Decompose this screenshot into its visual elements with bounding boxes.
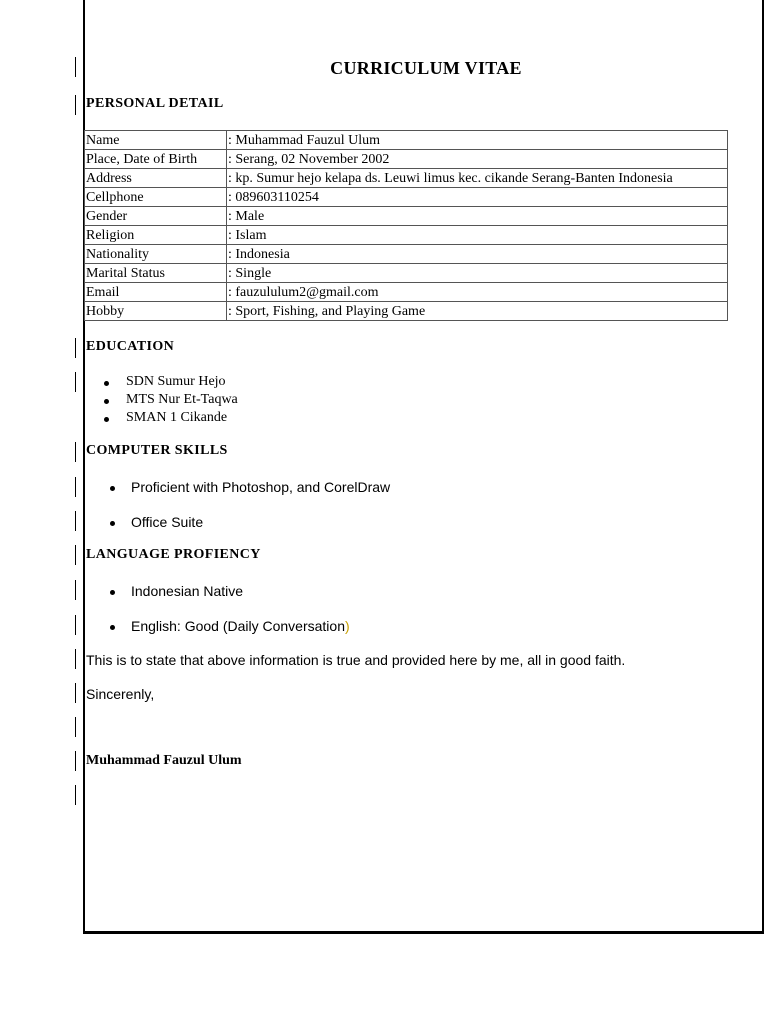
list-item: MTS Nur Et-Taqwa	[126, 392, 238, 407]
field-label: Hobby	[85, 302, 227, 321]
margin-mark	[75, 477, 76, 497]
section-heading-personal-detail: PERSONAL DETAIL	[86, 96, 224, 111]
field-label: Name	[85, 131, 227, 150]
field-value: : kp. Sumur hejo kelapa ds. Leuwi limus kec. cikande Serang-Banten Indonesia	[227, 169, 728, 188]
margin-mark	[75, 751, 76, 771]
field-value: : Single	[227, 264, 728, 283]
section-heading-language: LANGUAGE PROFIENCY	[86, 547, 261, 562]
margin-mark	[75, 649, 76, 669]
margin-mark	[75, 615, 76, 635]
document-title: CURRICULUM VITAE	[330, 58, 522, 78]
table-row	[85, 245, 728, 264]
closing-paren: )	[345, 618, 350, 634]
table-row	[85, 169, 728, 188]
table-row	[85, 207, 728, 226]
field-label: Marital Status	[85, 264, 227, 283]
bullet-icon	[110, 486, 115, 491]
table-row	[85, 302, 728, 321]
bullet-icon	[110, 590, 115, 595]
margin-mark	[75, 338, 76, 358]
field-label: Cellphone	[85, 188, 227, 207]
field-value: : Muhammad Fauzul Ulum	[227, 131, 728, 150]
signature-name: Muhammad Fauzul Ulum	[86, 753, 242, 768]
field-value: : fauzululum2@gmail.com	[227, 283, 728, 302]
field-label: Nationality	[85, 245, 227, 264]
table-row	[85, 226, 728, 245]
statement-text: This is to state that above information is true and provided here by me, all in good faith.	[86, 652, 626, 668]
language-english-text: English: Good (Daily Conversation	[131, 618, 345, 634]
field-value: : Indonesia	[227, 245, 728, 264]
list-item: Indonesian Native	[131, 583, 244, 599]
list-item: SDN Sumur Hejo	[126, 374, 226, 389]
list-item: Office Suite	[131, 514, 204, 530]
margin-mark	[75, 545, 76, 565]
table-row	[85, 131, 728, 150]
margin-mark	[75, 785, 76, 805]
closing-text: Sincerenly,	[86, 686, 155, 702]
bullet-icon	[110, 625, 115, 630]
margin-mark	[75, 683, 76, 703]
margin-mark	[75, 95, 76, 115]
field-value: : 089603110254	[227, 188, 728, 207]
margin-mark	[75, 372, 76, 392]
field-label: Gender	[85, 207, 227, 226]
table-row	[85, 283, 728, 302]
list-item: SMAN 1 Cikande	[126, 410, 228, 425]
list-item	[131, 618, 350, 634]
bullet-icon	[104, 417, 109, 422]
list-item: Proficient with Photoshop, and CorelDraw	[131, 479, 391, 495]
margin-mark	[75, 580, 76, 600]
bullet-icon	[110, 521, 115, 526]
field-label: Place, Date of Birth	[85, 150, 227, 169]
table-row	[85, 264, 728, 283]
table-row	[85, 150, 728, 169]
section-heading-education: EDUCATION	[86, 339, 175, 354]
personal-detail-table	[84, 130, 728, 321]
field-label: Email	[85, 283, 227, 302]
field-value: : Serang, 02 November 2002	[227, 150, 728, 169]
bullet-icon	[104, 399, 109, 404]
field-label: Religion	[85, 226, 227, 245]
table-row	[85, 188, 728, 207]
field-value: : Islam	[227, 226, 728, 245]
field-value: : Male	[227, 207, 728, 226]
field-label: Address	[85, 169, 227, 188]
section-heading-computer-skills: COMPUTER SKILLS	[86, 443, 228, 458]
bullet-icon	[104, 381, 109, 386]
margin-mark	[75, 511, 76, 531]
margin-mark	[75, 717, 76, 737]
field-value: : Sport, Fishing, and Playing Game	[227, 302, 728, 321]
margin-mark	[75, 442, 76, 462]
margin-mark	[75, 57, 76, 77]
